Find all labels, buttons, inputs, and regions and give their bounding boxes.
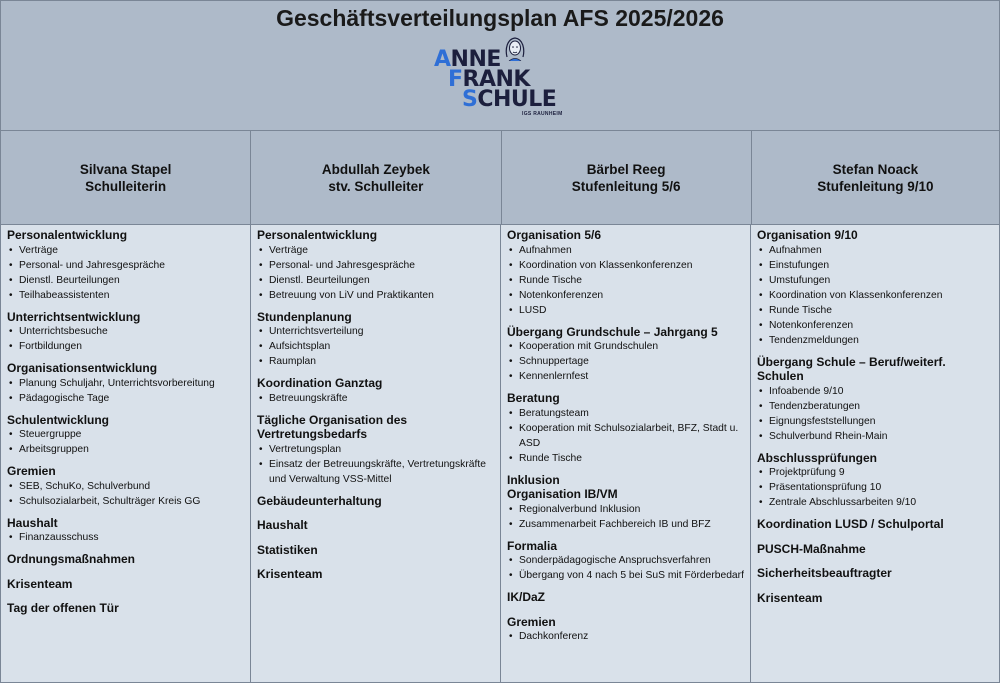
responsibility-section xyxy=(257,310,494,370)
section-title: PUSCH-Maßnahme xyxy=(757,541,866,556)
person-role: Stufenleitung 9/10 xyxy=(817,178,934,194)
task-item: • Schnuppertage xyxy=(507,354,744,369)
responsibility-section xyxy=(257,494,494,509)
section-title: Abschlussprüfungen xyxy=(757,450,878,465)
section-title: Inklusion xyxy=(507,472,560,487)
task-item: • Dienstl. Beurteilungen xyxy=(7,273,244,288)
responsibility-section xyxy=(507,590,744,605)
section-title: Ordnungsmaßnahmen xyxy=(7,552,136,566)
task-item: • Planung Schuljahr, Unterrichtsvorbereitung xyxy=(7,376,244,391)
task-item: • Vertretungsplan xyxy=(257,442,494,457)
task-item: • Regionalverbund Inklusion xyxy=(507,502,744,517)
section-title: Übergang Grundschule – Jahrgang 5 xyxy=(507,324,718,339)
section-title: Organisation 5/6 xyxy=(507,228,602,242)
task-item: • Infoabende 9/10 xyxy=(757,384,993,399)
responsibility-section xyxy=(7,413,244,458)
task-item: • Präsentationsprüfung 10 xyxy=(757,480,993,495)
section-title: Krisenteam xyxy=(757,590,823,605)
section-title: Tag der offenen Tür xyxy=(7,601,119,615)
task-item: • Arbeitsgruppen xyxy=(7,442,244,457)
task-list xyxy=(757,384,993,444)
task-item: • Personal- und Jahresgespräche xyxy=(257,258,494,273)
responsibility-section xyxy=(7,361,244,406)
responsibility-column xyxy=(501,225,751,682)
logo-line-frank: FRANK xyxy=(448,67,530,92)
section-title: Krisenteam xyxy=(257,567,323,581)
task-item: • Finanzausschuss xyxy=(7,530,244,545)
responsibility-section xyxy=(757,542,993,557)
section-title: Unterrichtsentwicklung xyxy=(7,309,141,324)
person-name: Bärbel Reeg xyxy=(586,161,666,177)
person-header xyxy=(752,131,999,224)
task-item: • Dienstl. Beurteilungen xyxy=(257,273,494,288)
task-item: • Runde Tische xyxy=(757,303,993,318)
task-item: • Koordination von Klassenkonferenzen xyxy=(757,288,993,303)
responsibility-section xyxy=(257,376,494,406)
person-header xyxy=(1,131,251,224)
responsibility-section xyxy=(7,516,244,546)
page-title: Geschäftsverteilungsplan AFS 2025/2026 xyxy=(276,5,724,31)
task-item: • LUSD xyxy=(507,303,744,318)
logo-subtitle: IGS RAUNHEIM xyxy=(522,111,563,117)
task-item: • Verträge xyxy=(7,243,244,258)
task-item: • Kooperation mit Schulsozialarbeit, BFZ, Stadt u. ASD xyxy=(507,421,744,451)
responsibility-section xyxy=(757,451,993,511)
task-item: • Schulverbund Rhein-Main xyxy=(757,429,993,444)
section-title: Koordination Ganztag xyxy=(257,376,383,390)
section-title: Statistiken xyxy=(257,542,318,557)
responsibility-section xyxy=(507,473,744,532)
task-item: • Betreuung von LiV und Praktikanten xyxy=(257,288,494,303)
task-item: • Personal- und Jahresgespräche xyxy=(7,258,244,273)
task-item: • Einstufungen xyxy=(757,258,993,273)
responsibility-column xyxy=(1,225,251,682)
task-list xyxy=(507,502,744,532)
task-item: • SEB, SchuKo, Schulverbund xyxy=(7,479,244,494)
task-item: • Übergang von 4 nach 5 bei SuS mit Förderbedarf xyxy=(507,568,744,583)
responsibility-section xyxy=(507,325,744,385)
task-item: • Tendenzberatungen xyxy=(757,399,993,414)
section-title: Gebäudeunterhaltung xyxy=(257,493,382,508)
task-list xyxy=(7,243,244,303)
section-title: Organisation 9/10 xyxy=(757,228,858,242)
responsibility-section xyxy=(257,567,494,582)
person-name: Silvana Stapel xyxy=(79,161,172,177)
header-band xyxy=(1,1,999,131)
task-item: • Beratungsteam xyxy=(507,406,744,421)
logo-line-anne: ANNE xyxy=(434,47,501,72)
task-item: • Aufnahmen xyxy=(507,243,744,258)
section-title: Beratung xyxy=(507,391,560,405)
responsibility-section xyxy=(757,355,993,444)
section-title: Haushalt xyxy=(7,515,58,530)
section-title: Sicherheitsbeauftragter xyxy=(757,566,892,580)
section-title: Organisation IB/VM xyxy=(507,487,618,501)
task-item: • Unterrichtsverteilung xyxy=(257,324,494,339)
task-item: • Kennenlernfest xyxy=(507,369,744,384)
section-title: Koordination LUSD / Schulportal xyxy=(757,517,944,531)
person-header-row xyxy=(1,131,999,225)
task-item: • Raumplan xyxy=(257,354,494,369)
task-item: • Teilhabeassistenten xyxy=(7,288,244,303)
responsibility-section xyxy=(257,228,494,303)
responsibility-section xyxy=(7,601,244,616)
task-item: • Verträge xyxy=(257,243,494,258)
school-logo xyxy=(434,35,564,121)
task-list xyxy=(257,243,494,303)
task-item: • Notenkonferenzen xyxy=(507,288,744,303)
person-role: Stufenleitung 5/6 xyxy=(571,178,681,194)
task-item: • Tendenzmeldungen xyxy=(757,333,993,348)
responsibility-section xyxy=(757,591,993,606)
task-item: • Steuergruppe xyxy=(7,427,244,442)
task-list xyxy=(257,324,494,369)
section-title: Stundenplanung xyxy=(257,309,352,324)
responsibility-section xyxy=(257,413,494,487)
task-list xyxy=(507,406,744,466)
task-item: • Notenkonferenzen xyxy=(757,318,993,333)
task-item: • Betreuungskräfte xyxy=(257,391,494,406)
section-title: Gremien xyxy=(7,464,56,478)
portrait-drawing-icon xyxy=(502,35,528,61)
section-title: Organisationsentwicklung xyxy=(7,361,158,375)
responsibility-section xyxy=(7,577,244,592)
task-item: • Dachkonferenz xyxy=(507,629,744,644)
person-role: Schulleiterin xyxy=(85,178,167,194)
task-list xyxy=(507,243,744,318)
task-list xyxy=(507,629,744,644)
task-item: • Projektprüfung 9 xyxy=(757,465,993,480)
section-title: Schulentwicklung xyxy=(7,412,110,427)
task-item: • Einsatz der Betreuungskräfte, Vertretungskräfte und Verwaltung VSS-Mittel xyxy=(257,457,494,487)
responsibility-column xyxy=(251,225,501,682)
person-role: stv. Schulleiter xyxy=(328,178,424,194)
person-header xyxy=(502,131,752,224)
section-title: Tägliche Organisation des Vertretungsbedarfs xyxy=(257,412,408,441)
task-list xyxy=(7,376,244,406)
section-title: Personalentwicklung xyxy=(7,228,128,242)
task-list xyxy=(507,339,744,384)
responsibility-section xyxy=(257,543,494,558)
task-list xyxy=(757,243,993,348)
responsibility-column xyxy=(751,225,999,682)
section-title: Übergang Schule – Beruf/weiterf. Schulen xyxy=(757,354,946,383)
task-item: • Aufnahmen xyxy=(757,243,993,258)
task-item: • Kooperation mit Grundschulen xyxy=(507,339,744,354)
task-item: • Fortbildungen xyxy=(7,339,244,354)
responsibility-section xyxy=(7,464,244,509)
section-title: Gremien xyxy=(507,614,556,629)
responsibility-section xyxy=(257,518,494,533)
task-item: • Aufsichtsplan xyxy=(257,339,494,354)
responsibility-section xyxy=(757,228,993,348)
task-item: • Umstufungen xyxy=(757,273,993,288)
task-item: • Schulsozialarbeit, Schulträger Kreis GG xyxy=(7,494,244,509)
section-title: Krisenteam xyxy=(7,576,73,591)
task-list xyxy=(7,530,244,545)
responsibility-section xyxy=(7,228,244,303)
section-title: Formalia xyxy=(507,538,558,553)
section-title: Haushalt xyxy=(257,518,308,532)
responsibility-section xyxy=(7,552,244,567)
task-list xyxy=(257,391,494,406)
section-title: Personalentwicklung xyxy=(257,228,378,242)
task-item: • Koordination von Klassenkonferenzen xyxy=(507,258,744,273)
responsibility-columns xyxy=(1,225,999,682)
task-item: • Zusammenarbeit Fachbereich IB und BFZ xyxy=(507,517,744,532)
person-header xyxy=(251,131,501,224)
task-list xyxy=(757,465,993,510)
person-name: Stefan Noack xyxy=(832,161,919,177)
responsibility-section xyxy=(507,539,744,584)
responsibility-section xyxy=(757,566,993,581)
responsibility-section xyxy=(7,310,244,355)
task-item: • Zentrale Abschlussarbeiten 9/10 xyxy=(757,495,993,510)
task-item: • Eignungsfeststellungen xyxy=(757,414,993,429)
task-list xyxy=(7,324,244,354)
task-list xyxy=(7,479,244,509)
responsibility-section xyxy=(507,228,744,318)
responsibility-section xyxy=(757,517,993,532)
responsibility-section xyxy=(507,615,744,645)
task-list xyxy=(7,427,244,457)
task-item: • Sonderpädagogische Anspruchsverfahren xyxy=(507,553,744,568)
section-title: IK/DaZ xyxy=(507,590,546,604)
task-item: • Unterrichtsbesuche xyxy=(7,324,244,339)
person-name: Abdullah Zeybek xyxy=(321,161,430,177)
task-item: • Runde Tische xyxy=(507,273,744,288)
task-item: • Pädagogische Tage xyxy=(7,391,244,406)
responsibility-section xyxy=(507,391,744,466)
task-list xyxy=(507,553,744,583)
task-list xyxy=(257,442,494,487)
logo-line-schule: SCHULE xyxy=(462,87,557,112)
task-item: • Runde Tische xyxy=(507,451,744,466)
